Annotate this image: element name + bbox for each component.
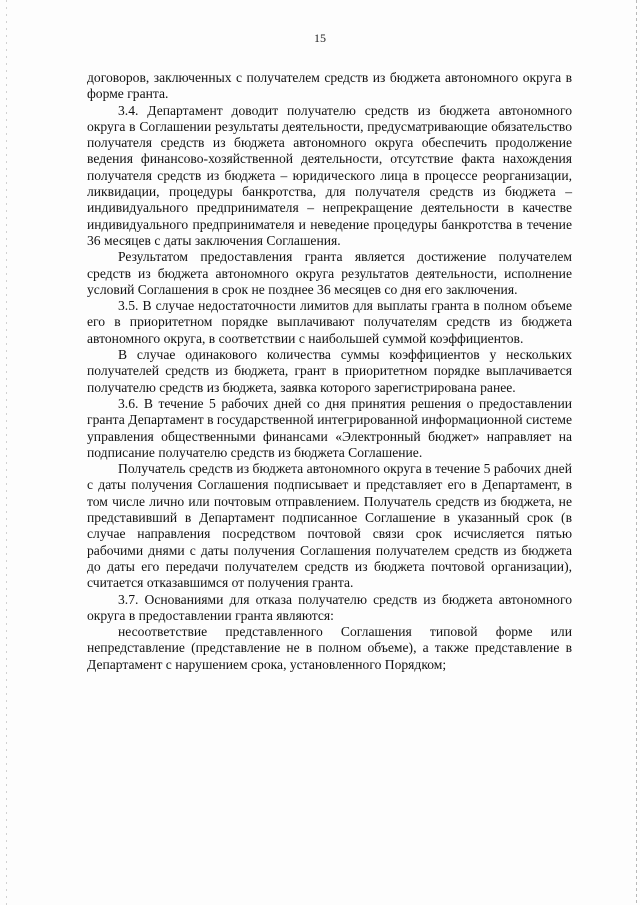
paragraph-continuation: договоров, заключенных с получателем средств из бюджета автономного округа в форме гранта.: [87, 70, 572, 102]
scan-edge-right: [636, 0, 637, 905]
paragraph-3-6: 3.6. В течение 5 рабочих дней со дня принятия решения о предоставлении гранта Департамент в государственной интегрированной информационной системе управления общественными финансами «Электронный бюджет» направляет на подписание получателю средств из бюджета Соглашение.: [87, 395, 572, 460]
paragraph-3-5: 3.5. В случае недостаточности лимитов для выплаты гранта в полном объеме его в приоритетном порядке выплачивают получателям средств из бюджета автономного округа, в соответствии с наибольшей суммой коэффициентов.: [87, 298, 572, 346]
paragraph-equal-coefficients: В случае одинакового количества суммы коэффициентов у нескольких получателей средств из бюджета, грант в приоритетном порядке выплачивается получателю средств из бюджета, заявка которого зарегистрирована ранее.: [87, 347, 572, 395]
paragraph-signing-deadline: Получатель средств из бюджета автономного округа в течение 5 рабочих дней с даты получения Соглашения подписывает и представляет его в Департамент, в том числе лично или почтовым отправлением. Получатель средств из бюджета, не представивший в Департамент подписанное Соглашение в указанный срок (в случае направления посредством почтовой связи срок исчисляется пятью рабочими днями с даты получения Соглашения получателем средств из бюджета до даты его передачи получателем средств из бюджета почтовой организации), считается отказавшимся от получения гранта.: [87, 461, 572, 591]
scan-edge-left: [6, 0, 7, 905]
page-number: 15: [314, 31, 326, 45]
paragraph-refusal-ground-1: несоответствие представленного Соглашения типовой форме или непредставление (представление не в полном объеме), а также представление в Департамент с нарушением срока, установленного Порядком;: [87, 624, 572, 672]
paragraph-3-4: 3.4. Департамент доводит получателю средств из бюджета автономного округа в Соглашении результаты деятельности, предусматривающие обязательство получателя средств из бюджета автономного округа обеспечить продолжение ведения финансово-хозяйственной деятельности, отсутствие факта нахождения получателя средств из бюджета – юридического лица в процессе реорганизации, ликвидации, процедуры банкротства, для получателя средств из бюджета – индивидуального предпринимателя – непрекращение деятельности в качестве индивидуального предпринимателя и неведение процедуры банкротства в течение 36 месяцев с даты заключения Соглашения.: [87, 102, 572, 248]
paragraph-grant-result: Результатом предоставления гранта является достижение получателем средств из бюджета автономного округа результатов деятельности, исполнение условий Соглашения в срок не позднее 36 месяцев со дня его заключения.: [87, 249, 572, 297]
document-body: [87, 70, 572, 673]
paragraph-3-7: 3.7. Основаниями для отказа получателю средств из бюджета автономного округа в предоставлении гранта являются:: [87, 591, 572, 623]
